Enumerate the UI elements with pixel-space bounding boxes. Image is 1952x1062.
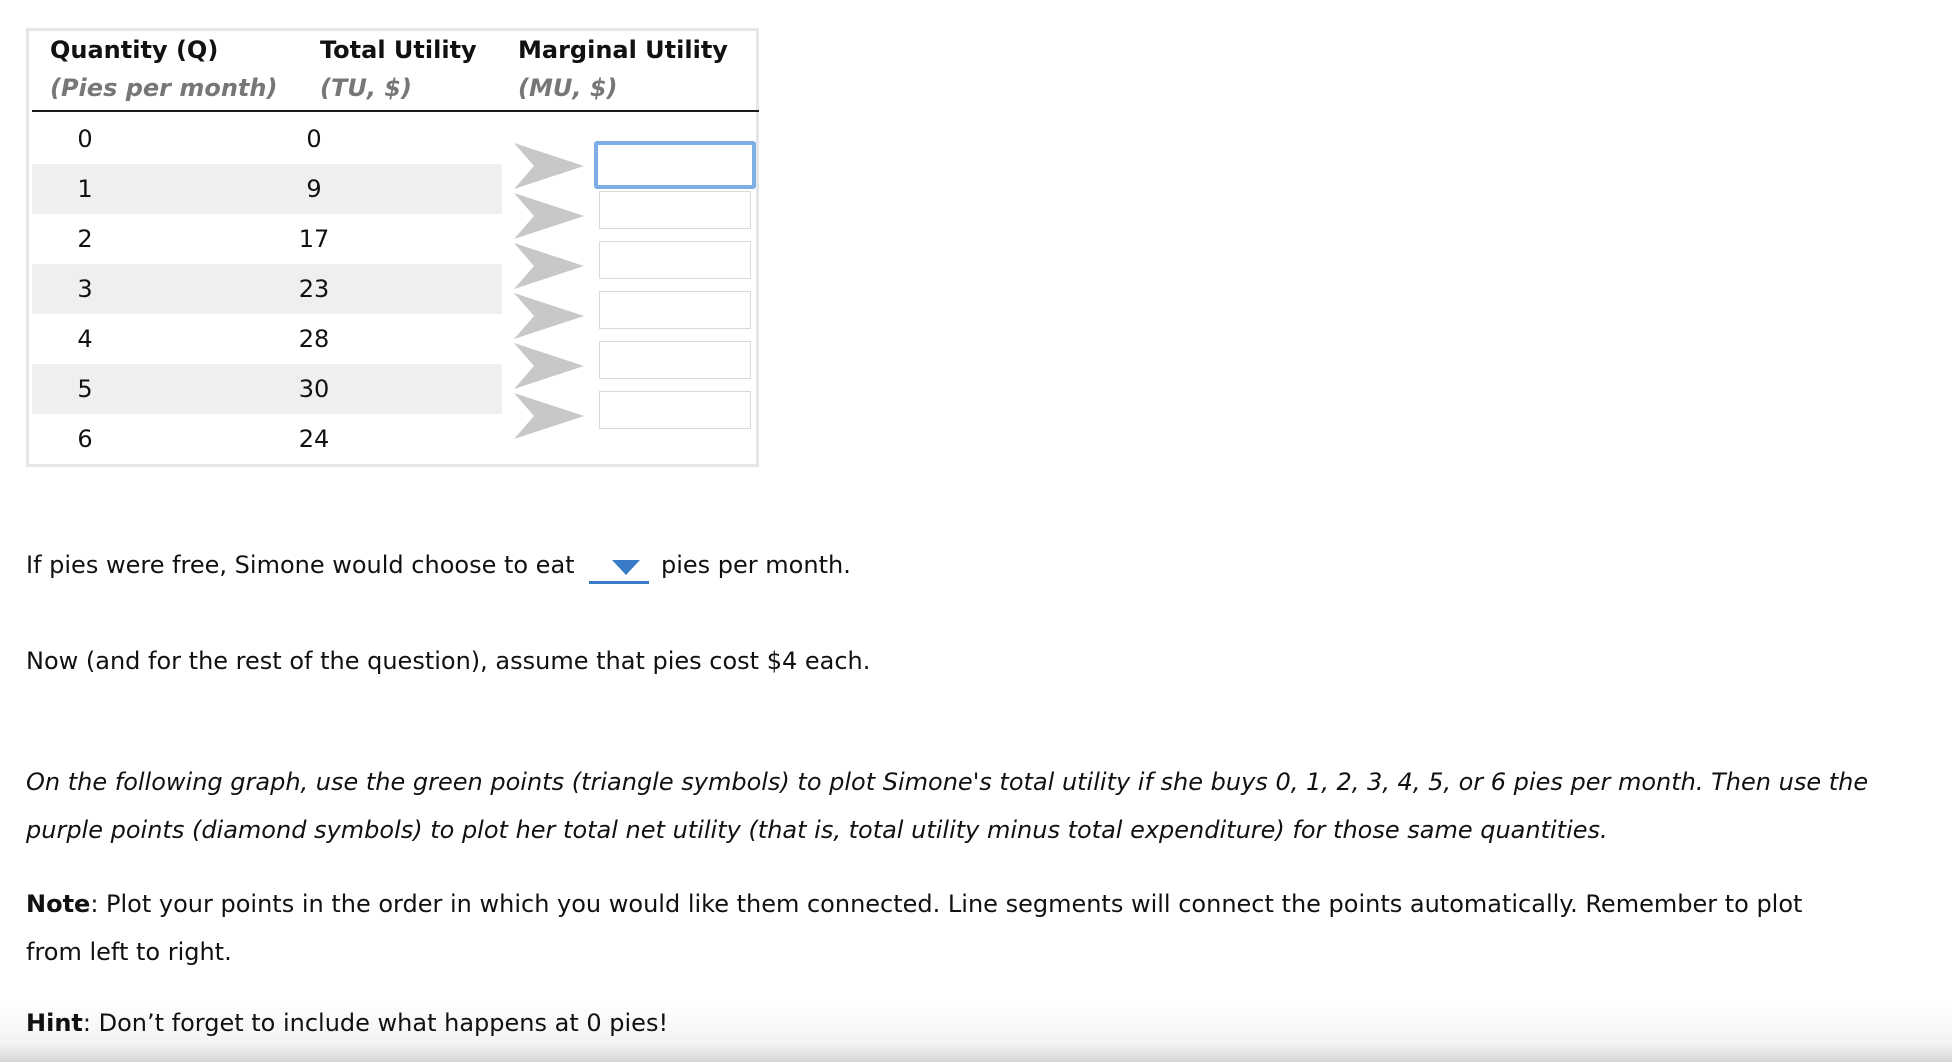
table-row [32,264,502,314]
total-utility-cell: 23 [298,275,330,303]
utility-table [26,28,759,467]
note-text: : Plot your points in the order in which you would like them connected. Line segments will connect the points automatically. Remember to plot [90,890,1803,918]
free-question-suffix: pies per month. [661,551,851,579]
table-row [32,364,502,414]
quantity-cell: 0 [77,125,93,153]
quantity-cell: 6 [77,425,93,453]
header-marginal-utility: Marginal Utility [518,36,728,64]
mu-input-4[interactable] [599,291,751,329]
header-quantity-sub: (Pies per month) [50,74,278,102]
table-row [32,414,502,464]
quantity-cell: 1 [77,175,93,203]
total-utility-cell: 24 [298,425,330,453]
mu-input-2[interactable] [599,191,751,229]
header-quantity: Quantity (Q) [50,36,219,64]
mu-input-6[interactable] [599,391,751,429]
quantity-cell: 5 [77,375,93,403]
chevron-right-icon [514,393,584,439]
note-label: Note [26,890,91,918]
graph-instructions: On the following graph, use the green points (triangle symbols) to plot Simone's total utility if she buys 0, 1, 2, 3, 4, 5, or 6 pies per month. Then use the purple points (diamond symbols) to plot her total net utility (that is, total utility minus total expenditure) for those same quantities. [26,768,1869,844]
mu-input-3[interactable] [599,241,751,279]
header-divider [32,110,759,112]
price-statement: Now (and for the rest of the question), assume that pies cost $4 each. [26,647,871,675]
mu-input-1[interactable] [594,141,756,189]
chevron-right-icon [514,343,584,389]
hint-line [26,1009,668,1037]
note-line-1 [26,890,1802,918]
total-utility-cell: 0 [306,125,322,153]
chevron-right-icon [514,243,584,289]
note-line-2: from left to right. [26,938,232,966]
chevron-right-icon [514,293,584,339]
chevron-down-icon [612,560,640,575]
header-total-utility-sub: (TU, $) [320,74,412,102]
table-row [32,114,502,164]
chevron-right-icon [514,193,584,239]
quantity-cell: 2 [77,225,93,253]
chevron-right-icon [514,143,584,189]
pies-dropdown[interactable] [589,552,649,584]
header-total-utility: Total Utility [320,36,477,64]
quantity-cell: 4 [77,325,93,353]
mu-input-5[interactable] [599,341,751,379]
free-question-text: If pies were free, Simone would choose to eat [26,551,575,579]
total-utility-cell: 30 [298,375,330,403]
total-utility-cell: 28 [298,325,330,353]
table-row [32,214,502,264]
header-marginal-utility-sub: (MU, $) [518,74,618,102]
hint-label: Hint [26,1009,83,1037]
total-utility-cell: 17 [298,225,330,253]
hint-text: : Don’t forget to include what happens at 0 pies! [82,1009,669,1037]
total-utility-cell: 9 [306,175,322,203]
quantity-cell: 3 [77,275,93,303]
table-row [32,164,502,214]
table-row [32,314,502,364]
